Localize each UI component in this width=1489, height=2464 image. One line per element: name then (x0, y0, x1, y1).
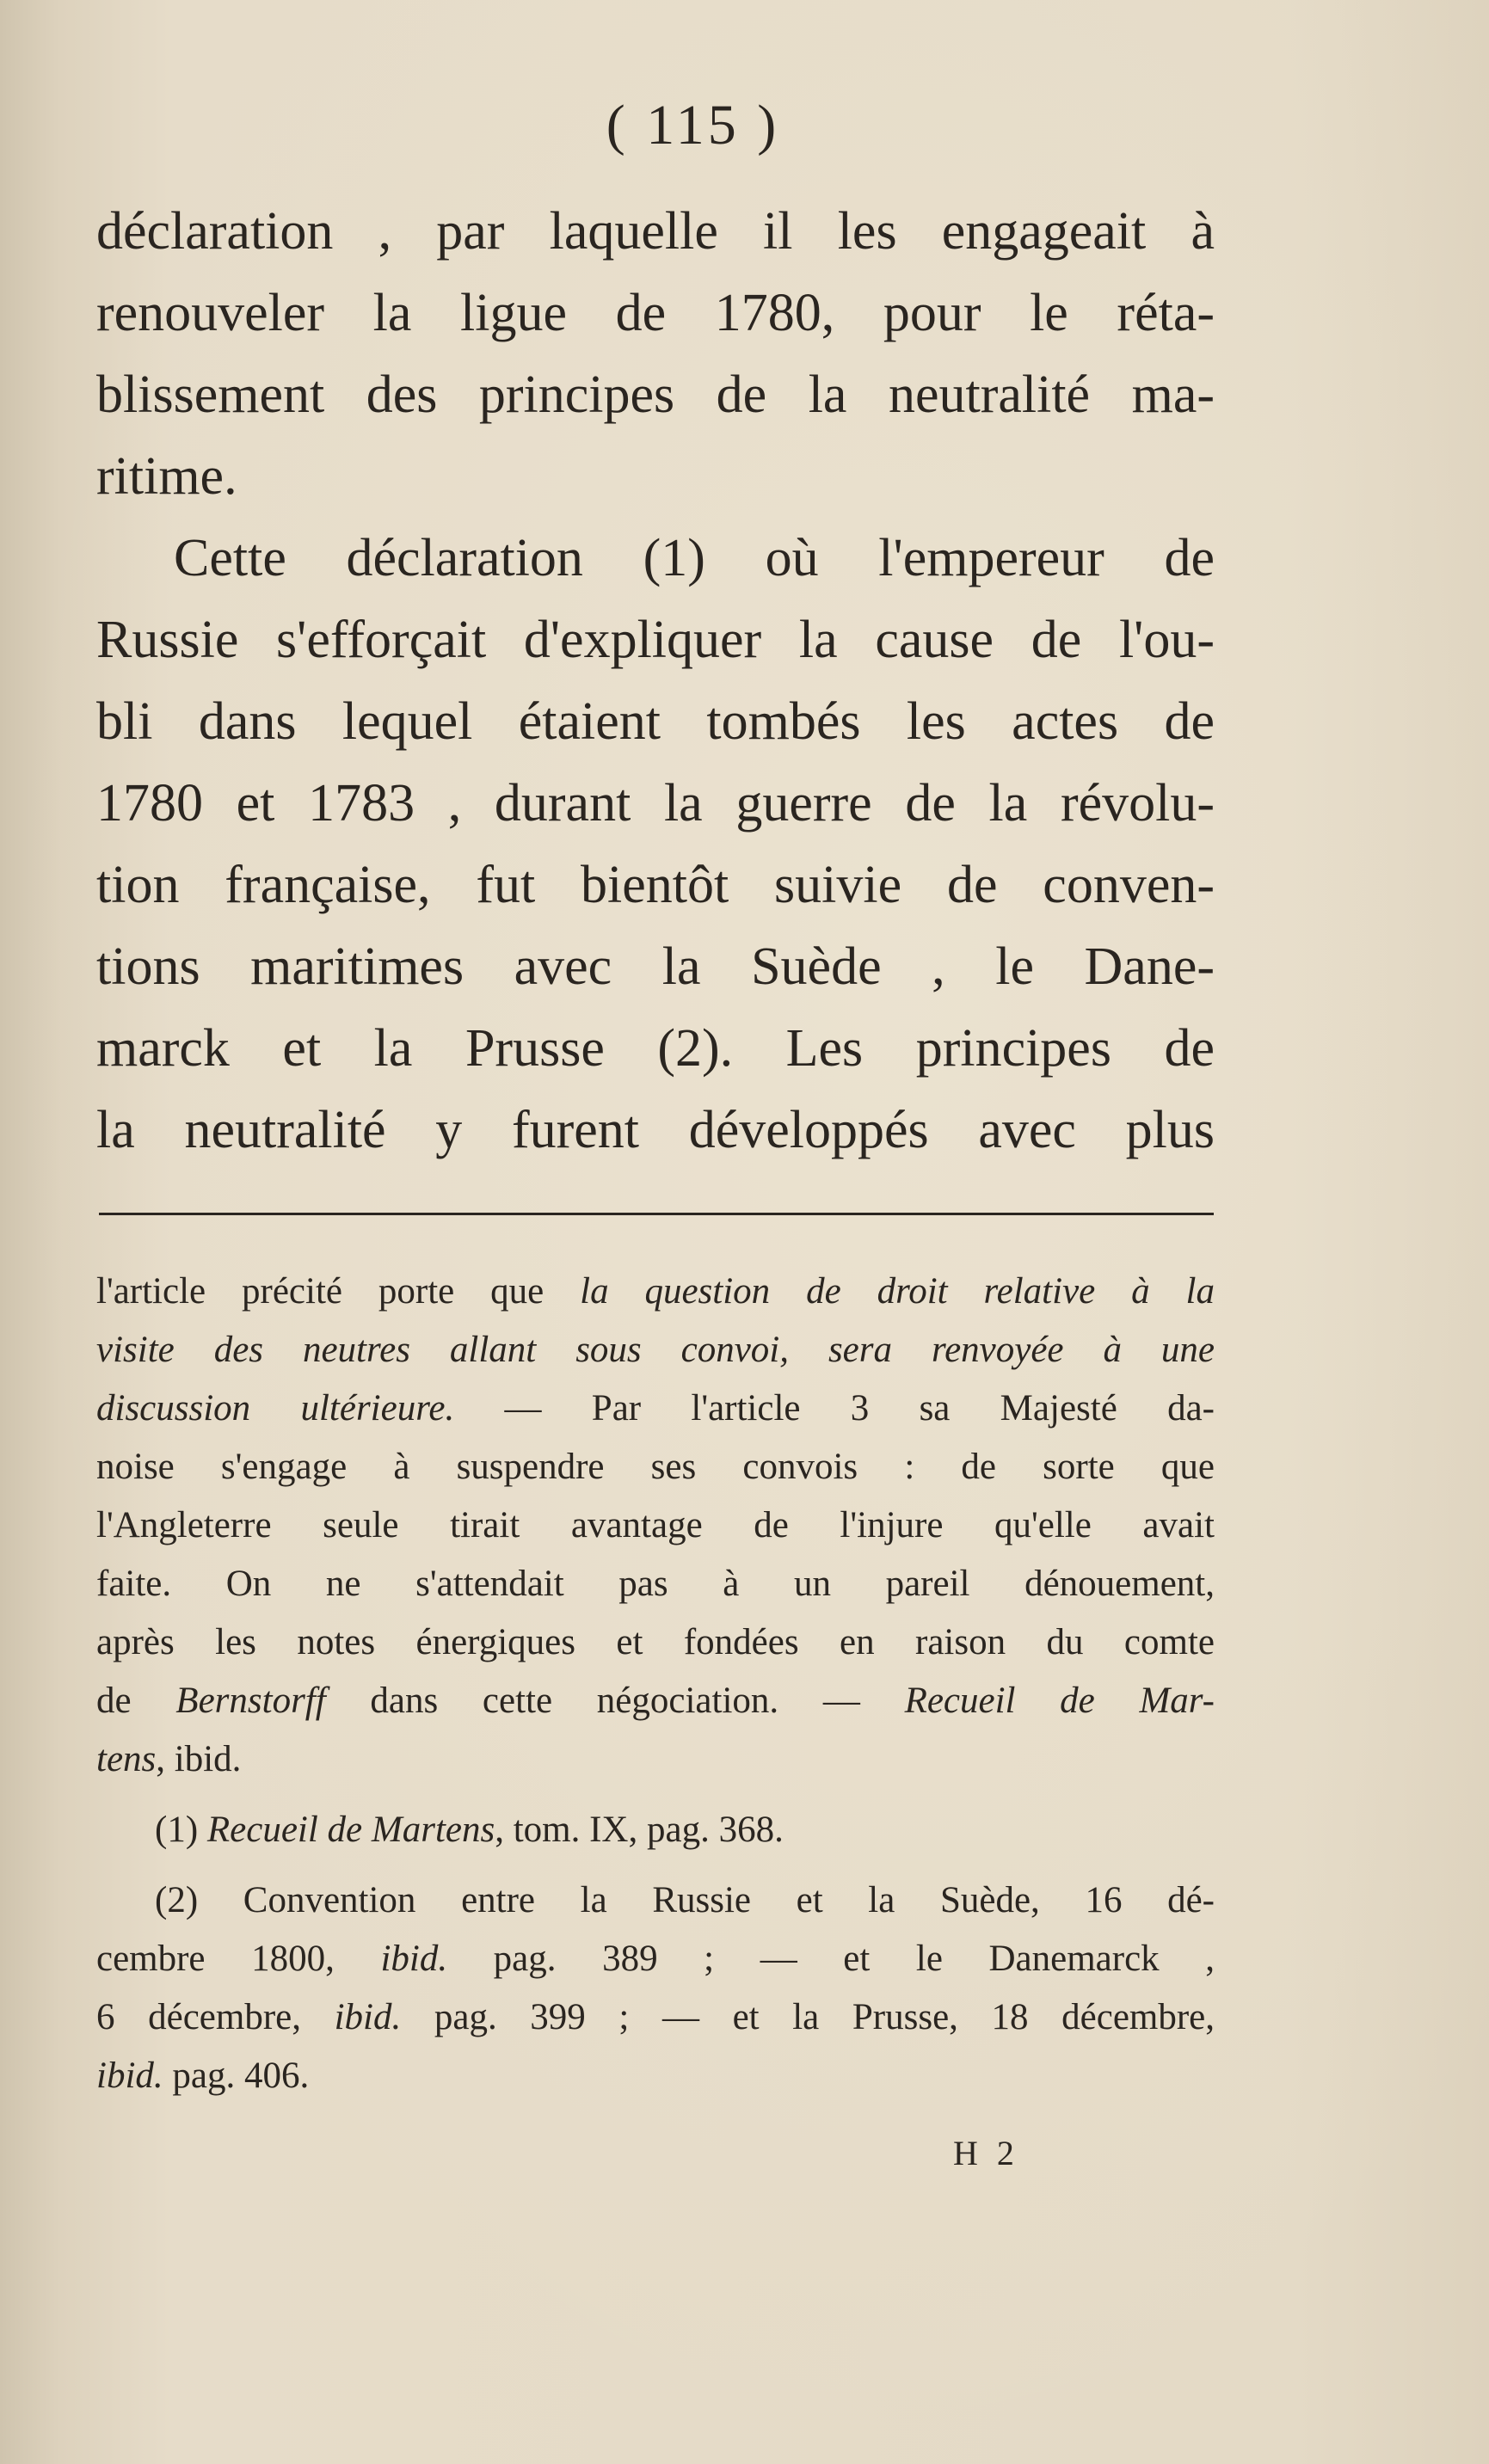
text-line: la neutralité y furent développés avec plus (96, 1101, 1215, 1159)
text-line: bli dans lequel étaient tombés les actes de (96, 692, 1215, 751)
text-line: 1780 et 1783 , durant la guerre de la révolu- (96, 774, 1215, 833)
text-line: tions maritimes avec la Suède , le Dane- (96, 937, 1215, 996)
footnote-line: l'Angleterre seule tirait avantage de l'injure qu'elle avait (96, 1505, 1215, 1545)
text-line: déclaration , par laquelle il les engageait à (96, 202, 1215, 261)
footnote-line: l'article précité porte que la question de droit relative à la (96, 1271, 1215, 1312)
footnote-2: (2) Convention entre la Russie et la Suède, 16 dé- (155, 1880, 1215, 1920)
footnote-line: faite. On ne s'attendait pas à un pareil dénouement, (96, 1564, 1215, 1604)
page-number: ( 115 ) (606, 94, 780, 157)
footnote-line: visite des neutres allant sous convoi, sera renvoyée à une (96, 1330, 1215, 1370)
footnotes (96, 1263, 1215, 2105)
footnote-line: de Bernstorff dans cette négociation. — Recueil de Mar- (96, 1681, 1215, 1721)
footnote-divider (99, 1213, 1214, 1215)
footnote-1: (1) Recueil de Martens, tom. IX, pag. 368. (155, 1810, 784, 1850)
footnote-line: discussion ultérieure. — Par l'article 3 sa Majesté da- (96, 1388, 1215, 1429)
footnote-line: noise s'engage à suspendre ses convois : de sorte que (96, 1447, 1215, 1487)
text-line: ritime. (96, 447, 237, 506)
signature-mark: H 2 (953, 2134, 1019, 2172)
footnote-line: tens, ibid. (96, 1739, 242, 1779)
text-line: Cette déclaration (1) où l'empereur de (174, 529, 1215, 587)
text-line: marck et la Prusse (2). Les principes de (96, 1019, 1215, 1078)
footnote-line: après les notes énergiques et fondées en raison du comte (96, 1622, 1215, 1662)
text-line: renouveler la ligue de 1780, pour le réta- (96, 284, 1215, 342)
text-line: Russie s'efforçait d'expliquer la cause de l'ou- (96, 611, 1215, 669)
footnote-line: cembre 1800, ibid. pag. 389 ; — et le Danemarck , (96, 1939, 1215, 1979)
main-text (96, 191, 1215, 1171)
footnote-line: 6 décembre, ibid. pag. 399 ; — et la Prusse, 18 décembre, (96, 1997, 1215, 2037)
footnote-line: ibid. pag. 406. (96, 2055, 310, 2096)
text-line: blissement des principes de la neutralité ma- (96, 366, 1215, 424)
text-line: tion française, fut bientôt suivie de conven- (96, 856, 1215, 914)
